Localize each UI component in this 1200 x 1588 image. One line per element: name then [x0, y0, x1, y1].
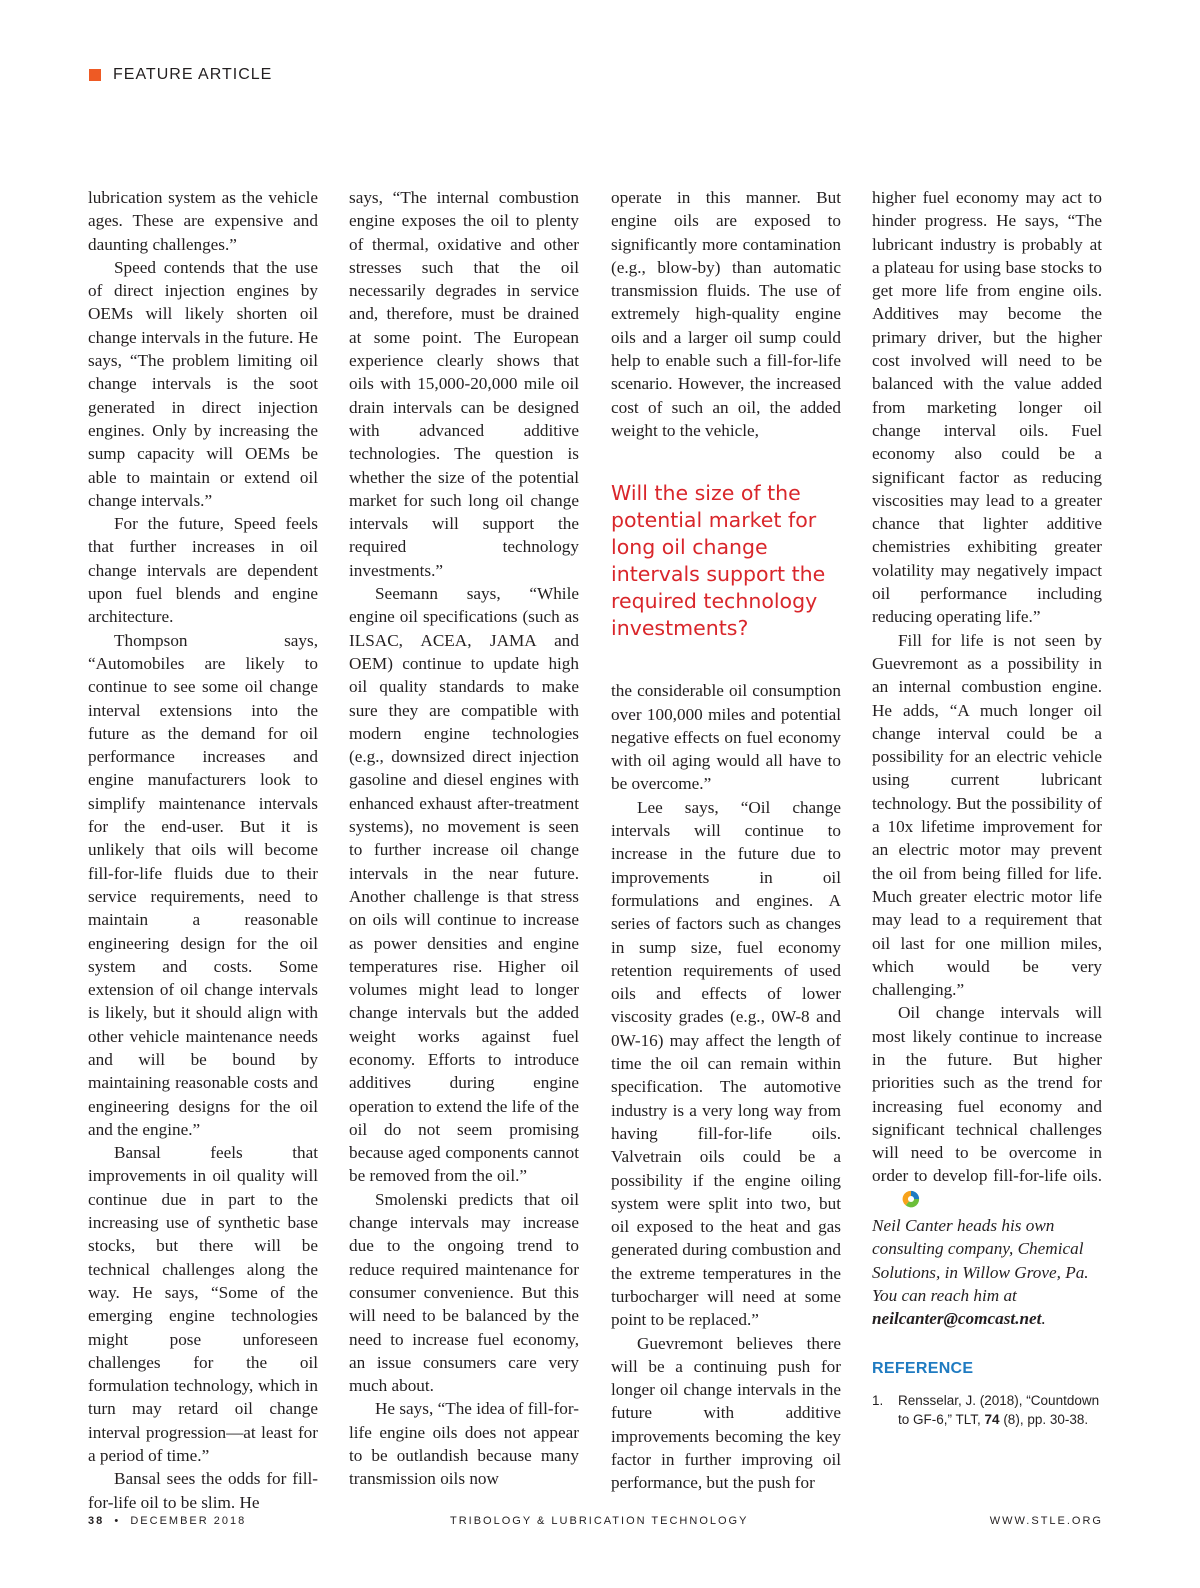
section-square-icon [89, 69, 101, 81]
body-paragraph: Fill for life is not seen by Guevremont as a possibility in an internal combustion engine. He adds, “A much longer oil change interval could be a possibility for an electric vehicle using current lubricant technology. But the possibility of a 10x lifetime improvement for an electric motor may prevent the oil from being filled for life. Much greater electric motor life may lead to a requirement that oil last for one million miles, which would be very challenging.” [872, 630, 1102, 1000]
section-header [89, 66, 272, 84]
article-column-3 [611, 186, 841, 1495]
body-paragraph: Bansal sees the odds for fill-for-life oil to be slim. He [88, 1469, 318, 1512]
body-paragraph: Speed contends that the use of direct injection engines by OEMs will likely shorten oil change intervals in the future. He says, “The problem limiting oil change intervals is the soot generated in direct injection engines. Only by increasing the sump capacity will OEMs be able to maintain or extend oil change intervals.” [88, 257, 318, 510]
body-paragraph: Smolenski predicts that oil change intervals may increase due to the ongoing trend to reduce required maintenance for consumer convenience. But this will need to be balanced by the need to increase fuel economy, an issue consumers care very much about. [349, 1189, 579, 1396]
body-paragraph: the considerable oil consumption over 100,000 miles and potential negative effects on fuel economy with oil aging would all have to be overcome.” [611, 681, 841, 794]
body-paragraph: lubrication system as the vehicle ages. These are expensive and daunting challenges.” [88, 188, 318, 254]
author-email-link[interactable]: neilcanter@comcast.net [872, 1309, 1042, 1329]
stle-end-mark-icon [876, 1190, 920, 1214]
article-column-2 [349, 186, 579, 1491]
body-paragraph: Guevremont believes there will be a continuing push for longer oil change intervals in the future with additive improvements becoming the key factor in further improving oil performance, but the push for [611, 1333, 841, 1493]
pull-quote: Will the size of the potential market for long oil change intervals support the required technology investments? [611, 481, 826, 641]
author-byline: Neil Canter heads his own consulting company, Chemical Solutions, in Willow Grove, Pa. You can reach him at neilcanter@comcast.net. [872, 1216, 1089, 1329]
footer-website: WWW.STLE.ORG [989, 1515, 1103, 1527]
body-paragraph: For the future, Speed feels that further increases in oil change intervals are dependent upon fuel blends and engine architecture. [88, 514, 318, 627]
body-paragraph: He says, “The idea of fill-for-life engine oils does not appear to be outlandish because many transmission oils now [349, 1399, 579, 1489]
body-paragraph: Thompson says, “Automobiles are likely to continue to see some oil change interval extensions into the future as the demand for oil performance increases and engine manufacturers look to simplify maintenance intervals for the end-user. But it is unlikely that oils will become fill-for-life fluids due to their service requirements, need to maintain a reasonable engineering design for the oil system and costs. Some extension of oil change intervals is likely, but it should align with other vehicle maintenance needs and will be bound by maintaining reasonable costs and engineering designs for the oil and the engine.” [88, 630, 318, 1139]
issue-date: DECEMBER 2018 [130, 1515, 247, 1527]
reference-heading: REFERENCE [872, 1359, 974, 1377]
reference-item: 1. Rensselar, J. (2018), “Countdown to GF-6,” TLT, 74 (8), pp. 30-38. [872, 1392, 1100, 1427]
body-paragraph: Oil change intervals will most likely continue to increase in the future. But higher priorities such as the trend for increasing fuel economy and significant technical challenges will need to be overcome in order to develop fill-for-life oils. [872, 1001, 1102, 1214]
body-paragraph: Seemann says, “While engine oil specifications (such as ILSAC, ACEA, JAMA and OEM) continue to update high oil quality standards to make sure they are compatible with modern engine technologies (e.g., downsized direct injection gasoline and diesel engines with enhanced exhaust after-treatment systems), no movement is seen to further increase oil change intervals in the near future. Another challenge is that stress on oils will continue to increase as power densities and engine temperatures rise. Higher oil volumes might lead to longer change intervals but the added weight works against fuel economy. Efforts to introduce additives during engine operation to extend the life of the oil do not seem promising because aged components cannot be removed from the oil.” [349, 584, 579, 1186]
body-paragraph: Bansal feels that improvements in oil quality will continue due in part to the increasing use of synthetic base stocks, but there will be technical challenges along the way. He says, “Some of the emerging engine technologies might pose unforeseen challenges for the oil formulation technology, which in turn may retard oil change interval progression—at least for a period of time.” [88, 1143, 318, 1466]
article-column-1 [88, 186, 318, 1514]
footer-page-date: 38 • DECEMBER 2018 [88, 1515, 247, 1527]
page-number: 38 [88, 1515, 105, 1527]
body-paragraph: operate in this manner. But engine oils are exposed to significantly more contamination (e.g., blow-by) than automatic transmission fluids. The use of extremely high-quality engine oils and a larger oil sump could help to enable such a fill-for-life scenario. However, the increased cost of such an oil, the added weight to the vehicle, [611, 188, 841, 440]
section-label: FEATURE ARTICLE [113, 66, 273, 83]
body-paragraph: Lee says, “Oil change intervals will continue to increase in the future due to improvements in oil formulations and engines. A series of factors such as changes in sump size, fuel economy retention requirements of used oils and effects of lower viscosity grades (e.g., 0W-8 and 0W-16) may affect the length of time the oil can remain within specification. The automotive industry is a very long way from having fill-for-life oils. Valvetrain oils could be a possibility if the engine oiling system were split into two, but oil exposed to the heat and gas generated during combustion and the extreme temperatures in the turbocharger will need at some point to be replaced.” [611, 797, 841, 1330]
body-paragraph: says, “The internal combustion engine exposes the oil to plenty of thermal, oxidative and other stresses such that the oil necessarily degrades in service and, therefore, must be drained at some point. The European experience clearly shows that oils with 15,000-20,000 mile oil drain intervals can be designed with advanced additive technologies. The question is whether the size of the potential market for such long oil change intervals will support the required technology investments.” [349, 188, 579, 580]
body-paragraph: higher fuel economy may act to hinder progress. He says, “The lubricant industry is probably at a plateau for using base stocks to get more life from engine oils. Additives may become the primary driver, but the higher cost involved will need to be balanced with the value added from marketing longer oil change interval oils. Fuel economy also could be a significant factor as reducing viscosities may lead to a greater chance that lighter additive chemistries exhibiting greater volatility may negatively impact oil performance including reducing operating life.” [872, 188, 1102, 627]
footer-magazine: TRIBOLOGY & LUBRICATION TECHNOLOGY [450, 1515, 749, 1527]
article-column-4 [872, 186, 1102, 1429]
